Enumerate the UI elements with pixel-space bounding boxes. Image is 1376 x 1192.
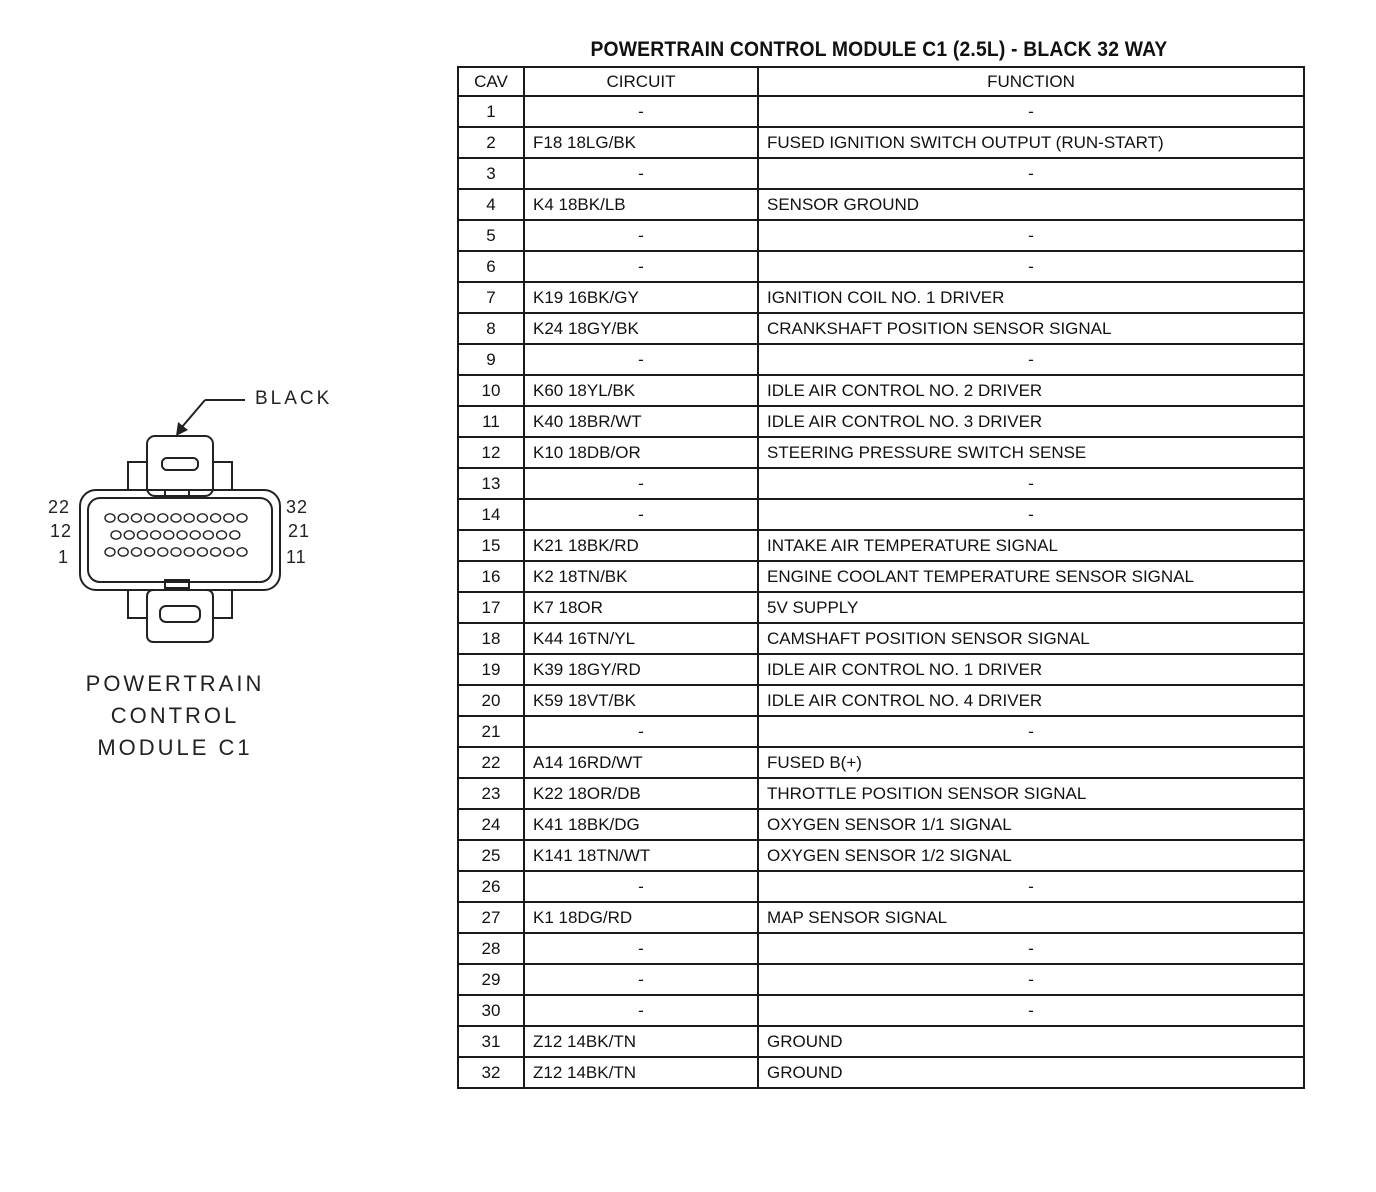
cell-function: OXYGEN SENSOR 1/2 SIGNAL	[758, 840, 1304, 871]
connector-color-label: BLACK	[255, 388, 333, 409]
pin-hole	[224, 514, 234, 522]
cell-cav: 27	[458, 902, 524, 933]
pin-hole	[124, 531, 134, 539]
pin-hole	[211, 548, 221, 556]
cell-circuit: K2 18TN/BK	[524, 561, 758, 592]
cell-function: INTAKE AIR TEMPERATURE SIGNAL	[758, 530, 1304, 561]
table-row	[458, 592, 1304, 623]
top-latch	[147, 436, 213, 496]
table-row	[458, 251, 1304, 282]
table-row	[458, 902, 1304, 933]
table-row	[458, 344, 1304, 375]
cell-function: FUSED IGNITION SWITCH OUTPUT (RUN-START)	[758, 127, 1304, 158]
cell-function: -	[758, 716, 1304, 747]
cell-cav: 31	[458, 1026, 524, 1057]
table-header-row	[458, 67, 1304, 96]
page-title: POWERTRAIN CONTROL MODULE C1 (2.5L) - BLACK 32 WAY	[590, 38, 1168, 61]
cell-cav: 9	[458, 344, 524, 375]
cell-circuit: -	[524, 220, 758, 251]
cell-circuit: -	[524, 964, 758, 995]
cell-function: -	[758, 220, 1304, 251]
table-row	[458, 530, 1304, 561]
pin-hole	[197, 548, 207, 556]
pin-hole	[171, 548, 181, 556]
cell-function: IDLE AIR CONTROL NO. 2 DRIVER	[758, 375, 1304, 406]
cell-function: CRANKSHAFT POSITION SENSOR SIGNAL	[758, 313, 1304, 344]
connector-body-inner	[88, 498, 272, 582]
table-row	[458, 406, 1304, 437]
table-row	[458, 468, 1304, 499]
cell-function: IDLE AIR CONTROL NO. 3 DRIVER	[758, 406, 1304, 437]
cell-function: ENGINE COOLANT TEMPERATURE SENSOR SIGNAL	[758, 561, 1304, 592]
table-row	[458, 933, 1304, 964]
cell-function: IDLE AIR CONTROL NO. 1 DRIVER	[758, 654, 1304, 685]
cell-circuit: K41 18BK/DG	[524, 809, 758, 840]
cell-circuit: -	[524, 499, 758, 530]
pin-hole	[158, 514, 168, 522]
cell-circuit: -	[524, 96, 758, 127]
table-row	[458, 437, 1304, 468]
pin-hole	[184, 514, 194, 522]
cell-circuit: K22 18OR/DB	[524, 778, 758, 809]
pin-hole	[203, 531, 213, 539]
cell-circuit: K40 18BR/WT	[524, 406, 758, 437]
pin-hole	[145, 514, 155, 522]
pin-hole	[105, 548, 115, 556]
table-row	[458, 778, 1304, 809]
cell-function: MAP SENSOR SIGNAL	[758, 902, 1304, 933]
cell-function: -	[758, 468, 1304, 499]
cell-function: CAMSHAFT POSITION SENSOR SIGNAL	[758, 623, 1304, 654]
cell-circuit: K141 18TN/WT	[524, 840, 758, 871]
cell-function: SENSOR GROUND	[758, 189, 1304, 220]
cell-function: GROUND	[758, 1026, 1304, 1057]
cell-cav: 11	[458, 406, 524, 437]
pin-number-label: 12	[50, 521, 73, 541]
table-row	[458, 1026, 1304, 1057]
cell-cav: 29	[458, 964, 524, 995]
cell-cav: 22	[458, 747, 524, 778]
cell-cav: 26	[458, 871, 524, 902]
cell-cav: 24	[458, 809, 524, 840]
cell-function: -	[758, 251, 1304, 282]
table-row	[458, 561, 1304, 592]
cell-circuit: -	[524, 344, 758, 375]
cell-circuit: -	[524, 933, 758, 964]
top-latch-slot	[162, 458, 198, 470]
cell-circuit: Z12 14BK/TN	[524, 1026, 758, 1057]
cell-cav: 2	[458, 127, 524, 158]
table-row	[458, 313, 1304, 344]
cell-function: -	[758, 96, 1304, 127]
table-row	[458, 158, 1304, 189]
cell-function: -	[758, 158, 1304, 189]
table-row	[458, 1057, 1304, 1088]
pin-hole	[171, 514, 181, 522]
cell-function: OXYGEN SENSOR 1/1 SIGNAL	[758, 809, 1304, 840]
cell-cav: 32	[458, 1057, 524, 1088]
cell-circuit: -	[524, 995, 758, 1026]
bottom-shoulder	[128, 590, 232, 618]
cell-circuit: -	[524, 158, 758, 189]
cell-circuit: K4 18BK/LB	[524, 189, 758, 220]
table-row	[458, 499, 1304, 530]
pin-hole	[111, 531, 121, 539]
pin-number-label: 32	[286, 497, 309, 517]
cell-cav: 16	[458, 561, 524, 592]
pin-hole	[197, 514, 207, 522]
cell-function: STEERING PRESSURE SWITCH SENSE	[758, 437, 1304, 468]
caption-line: MODULE C1	[97, 735, 253, 760]
cell-cav: 7	[458, 282, 524, 313]
cell-cav: 15	[458, 530, 524, 561]
pin-number-label: 1	[58, 547, 70, 567]
cell-circuit: K44 16TN/YL	[524, 623, 758, 654]
cell-circuit: K24 18GY/BK	[524, 313, 758, 344]
cell-function: FUSED B(+)	[758, 747, 1304, 778]
table-row	[458, 282, 1304, 313]
cell-cav: 21	[458, 716, 524, 747]
cell-circuit: K59 18VT/BK	[524, 685, 758, 716]
pin-hole	[237, 514, 247, 522]
cell-function: -	[758, 933, 1304, 964]
cell-cav: 20	[458, 685, 524, 716]
pin-number-label: 22	[48, 497, 71, 517]
cell-cav: 19	[458, 654, 524, 685]
pin-hole	[217, 531, 227, 539]
pin-hole	[105, 514, 115, 522]
pin-hole	[237, 548, 247, 556]
caption-line: POWERTRAIN	[85, 671, 265, 696]
cell-cav: 17	[458, 592, 524, 623]
pin-hole	[230, 531, 240, 539]
bottom-latch-slot	[160, 606, 200, 622]
connector-body-outer	[80, 490, 280, 590]
cell-cav: 14	[458, 499, 524, 530]
pin-hole	[151, 531, 161, 539]
cell-function: THROTTLE POSITION SENSOR SIGNAL	[758, 778, 1304, 809]
cell-cav: 23	[458, 778, 524, 809]
table-row	[458, 189, 1304, 220]
cell-circuit: -	[524, 468, 758, 499]
cell-circuit: Z12 14BK/TN	[524, 1057, 758, 1088]
cell-circuit: K1 18DG/RD	[524, 902, 758, 933]
header-circuit: CIRCUIT	[524, 67, 758, 96]
cell-circuit: F18 18LG/BK	[524, 127, 758, 158]
table-row	[458, 375, 1304, 406]
table-row	[458, 127, 1304, 158]
cell-function: -	[758, 964, 1304, 995]
pin-hole	[177, 531, 187, 539]
cell-circuit: -	[524, 716, 758, 747]
cell-cav: 10	[458, 375, 524, 406]
pin-hole	[137, 531, 147, 539]
table-row	[458, 964, 1304, 995]
top-shoulder	[128, 462, 232, 490]
cell-cav: 6	[458, 251, 524, 282]
cell-cav: 4	[458, 189, 524, 220]
cell-cav: 25	[458, 840, 524, 871]
table-row	[458, 685, 1304, 716]
pin-hole	[184, 548, 194, 556]
table-row	[458, 716, 1304, 747]
cell-circuit: K60 18YL/BK	[524, 375, 758, 406]
cell-circuit: K21 18BK/RD	[524, 530, 758, 561]
cell-function: -	[758, 995, 1304, 1026]
cell-cav: 18	[458, 623, 524, 654]
cell-function: GROUND	[758, 1057, 1304, 1088]
pin-hole	[145, 548, 155, 556]
pin-hole	[224, 548, 234, 556]
label-arrow-shaft	[182, 400, 205, 427]
pin-hole	[131, 548, 141, 556]
cell-cav: 12	[458, 437, 524, 468]
pin-hole	[211, 514, 221, 522]
pin-hole	[158, 548, 168, 556]
label-arrow-head	[176, 422, 188, 436]
cell-circuit: -	[524, 871, 758, 902]
cell-cav: 13	[458, 468, 524, 499]
table-row	[458, 654, 1304, 685]
table-row	[458, 995, 1304, 1026]
table-row	[458, 840, 1304, 871]
table-row	[458, 96, 1304, 127]
table-row	[458, 871, 1304, 902]
table-row	[458, 623, 1304, 654]
cell-cav: 30	[458, 995, 524, 1026]
cell-function: -	[758, 344, 1304, 375]
pin-number-label: 11	[286, 547, 307, 567]
pin-hole	[118, 548, 128, 556]
module-caption	[60, 668, 290, 764]
cell-circuit: K7 18OR	[524, 592, 758, 623]
pin-hole	[164, 531, 174, 539]
pin-number-label: 21	[288, 521, 311, 541]
cell-cav: 28	[458, 933, 524, 964]
cell-circuit: K19 16BK/GY	[524, 282, 758, 313]
header-function: FUNCTION	[758, 67, 1304, 96]
cell-circuit: K10 18DB/OR	[524, 437, 758, 468]
cell-function: -	[758, 499, 1304, 530]
cell-cav: 1	[458, 96, 524, 127]
cell-circuit: -	[524, 251, 758, 282]
header-cav: CAV	[458, 67, 524, 96]
cell-function: IDLE AIR CONTROL NO. 4 DRIVER	[758, 685, 1304, 716]
cell-function: -	[758, 871, 1304, 902]
pin-hole	[118, 514, 128, 522]
cell-function: 5V SUPPLY	[758, 592, 1304, 623]
cell-circuit: K39 18GY/RD	[524, 654, 758, 685]
pin-hole	[131, 514, 141, 522]
pin-hole	[190, 531, 200, 539]
cell-cav: 5	[458, 220, 524, 251]
table-row	[458, 809, 1304, 840]
cell-function: IGNITION COIL NO. 1 DRIVER	[758, 282, 1304, 313]
pinout-table	[457, 66, 1305, 1089]
cell-cav: 3	[458, 158, 524, 189]
table-row	[458, 220, 1304, 251]
table-row	[458, 747, 1304, 778]
bottom-latch	[147, 590, 213, 642]
cell-cav: 8	[458, 313, 524, 344]
cell-circuit: A14 16RD/WT	[524, 747, 758, 778]
caption-line: CONTROL	[110, 703, 240, 728]
